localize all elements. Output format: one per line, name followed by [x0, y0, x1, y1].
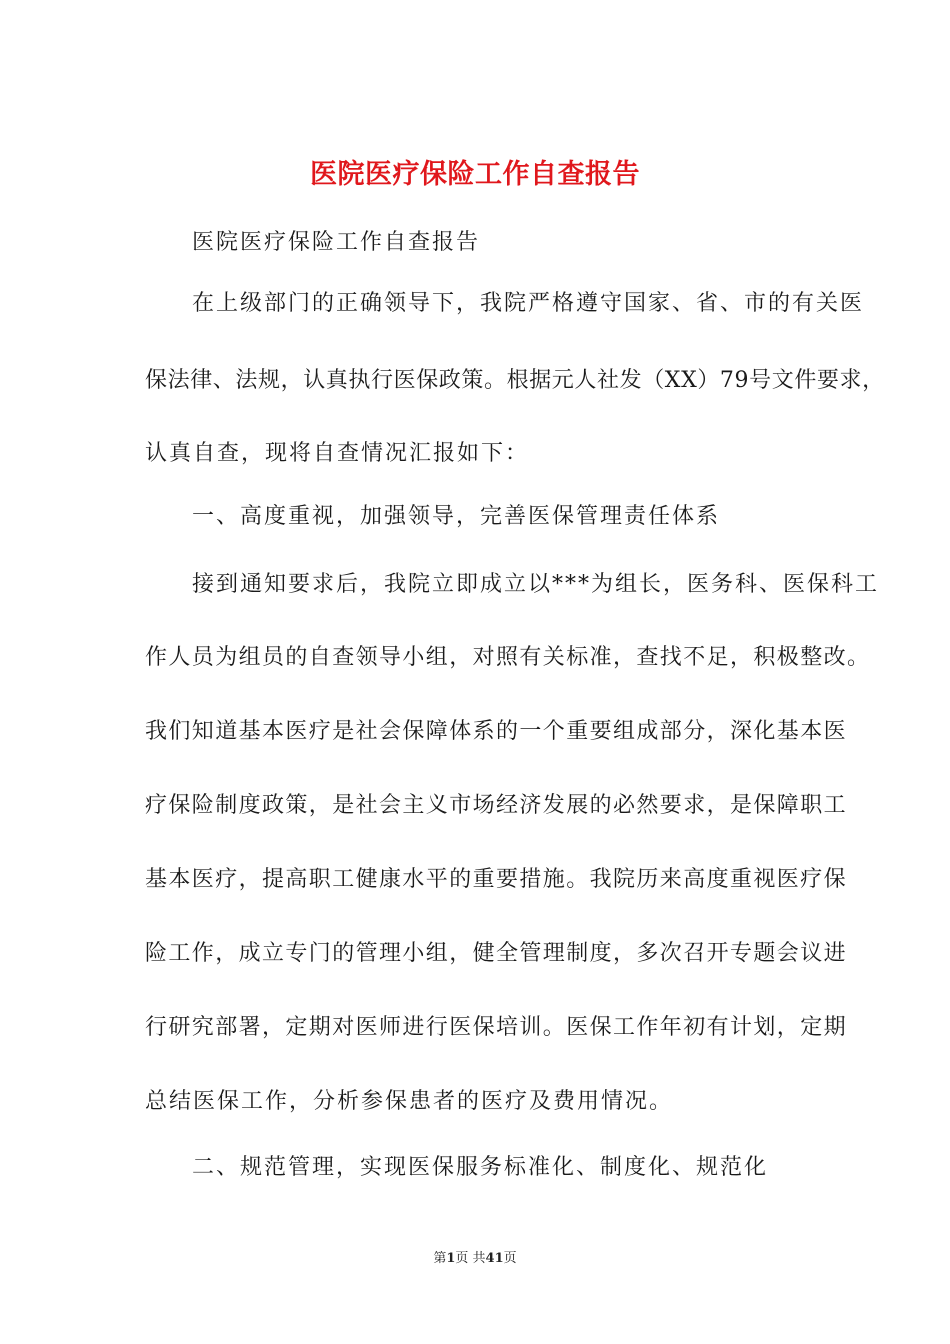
- current-page-number: 1: [446, 1251, 456, 1266]
- paragraph-line: 险工作，成立专门的管理小组，健全管理制度，多次召开专题会议进: [145, 941, 848, 966]
- paragraph-line: 保法律、法规，认真执行医保政策。根据元人社发（XX）79号文件要求，: [145, 368, 885, 393]
- paragraph-line: 接到通知要求后，我院立即成立以***为组长，医务科、医保科工: [192, 572, 880, 597]
- page-footer: [0, 1247, 950, 1266]
- total-pages-number: 41: [485, 1251, 504, 1266]
- paragraph-line: 疗保险制度政策，是社会主义市场经济发展的必然要求，是保障职工: [145, 793, 848, 818]
- paragraph-line: 行研究部署，定期对医师进行医保培训。医保工作年初有计划，定期: [145, 1015, 848, 1040]
- document-title: 医院医疗保险工作自查报告: [310, 159, 640, 190]
- footer-suffix: 页: [503, 1251, 517, 1266]
- paragraph-line: 认真自查，现将自查情况汇报如下：: [145, 441, 530, 466]
- footer-prefix: 第: [433, 1251, 447, 1266]
- subtitle-line: 医院医疗保险工作自查报告: [192, 230, 481, 255]
- section-heading: 二、规范管理，实现医保服务标准化、制度化、规范化: [192, 1155, 769, 1180]
- paragraph-line: 基本医疗，提高职工健康水平的重要措施。我院历来高度重视医疗保: [145, 867, 848, 892]
- paragraph-line: 我们知道基本医疗是社会保障体系的一个重要组成部分，深化基本医: [145, 719, 848, 744]
- paragraph-line: 作人员为组员的自查领导小组，对照有关标准，查找不足，积极整改。: [145, 645, 871, 670]
- paragraph-line: 总结医保工作，分析参保患者的医疗及费用情况。: [145, 1089, 674, 1114]
- footer-middle: 页 共: [455, 1251, 486, 1266]
- section-heading: 一、高度重视，加强领导，完善医保管理责任体系: [192, 504, 721, 529]
- paragraph-line: 在上级部门的正确领导下，我院严格遵守国家、省、市的有关医: [192, 291, 865, 316]
